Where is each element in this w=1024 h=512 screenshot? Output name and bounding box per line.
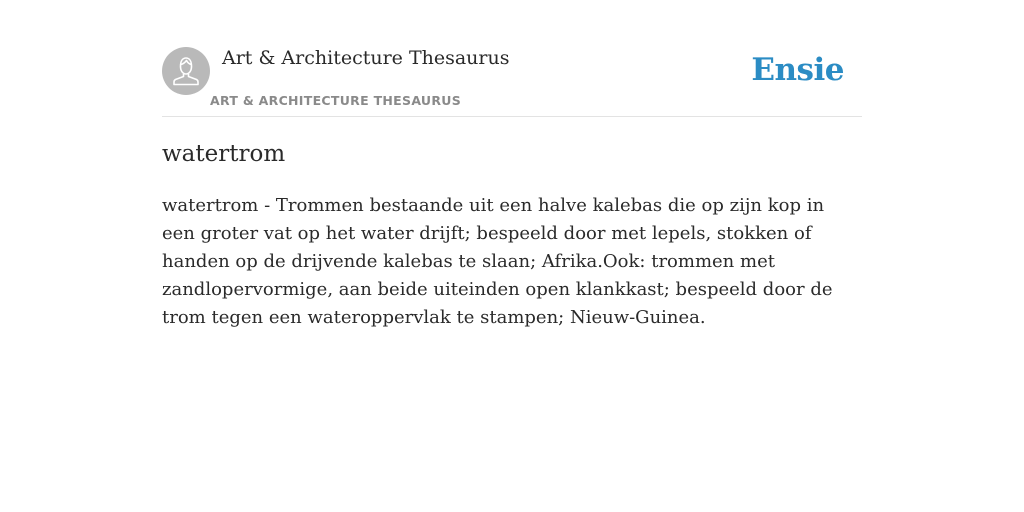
entry-header — [162, 46, 862, 117]
author-name[interactable]: Art & Architecture Thesaurus — [222, 47, 510, 69]
entry-definition: watertrom - Trommen bestaande uit een halve kalebas die op zijn kop in een groter vat op het water drijft; bespeeld door met lepels, stokken of handen op de drijvende kalebas te slaan; Afrika.Ook: trommen met zandlopervormige, aan beide uiteinden open klankkast; bespeeld door de trom tegen een wateroppervlak te stampen; Nieuw-Guinea. — [162, 195, 833, 328]
author-subtitle[interactable]: ART & ARCHITECTURE THESAURUS — [210, 93, 462, 108]
author-avatar[interactable] — [162, 47, 210, 95]
ensie-logo[interactable]: Ensie — [751, 52, 844, 88]
user-avatar-icon — [162, 47, 210, 95]
page-title: watertrom — [162, 141, 286, 167]
